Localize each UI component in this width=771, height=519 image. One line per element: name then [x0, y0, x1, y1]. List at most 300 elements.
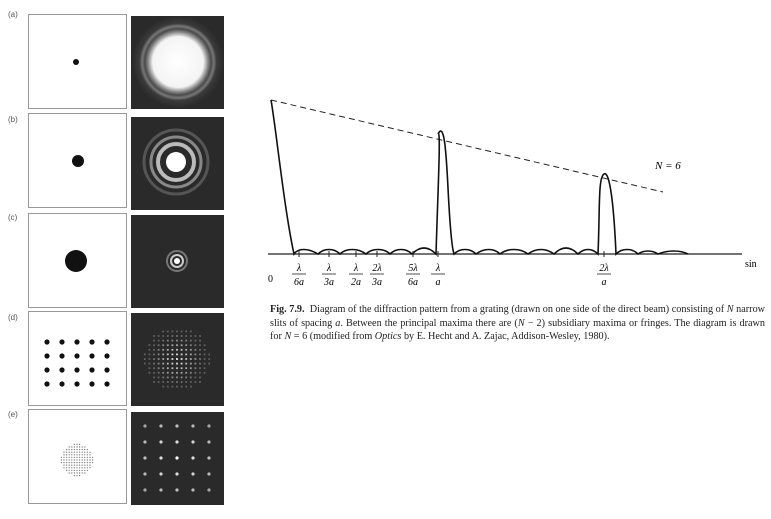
- disc-dot: [84, 459, 85, 460]
- disc-dot: [74, 454, 75, 455]
- lattice-spot: [167, 349, 169, 351]
- lattice-spot: [144, 354, 146, 356]
- diffraction-panel-c: [131, 215, 224, 308]
- lattice-spot: [167, 354, 169, 356]
- disc-dot: [76, 462, 77, 463]
- disc-dot: [69, 459, 70, 460]
- disc-dot: [76, 454, 77, 455]
- tick-denominator: 3a: [324, 277, 334, 288]
- caption-var-N1: N: [726, 304, 734, 315]
- disc-dot: [66, 465, 67, 466]
- diffraction-panel-e: [131, 412, 224, 505]
- lattice-spot: [195, 367, 197, 369]
- disc-dot: [84, 465, 85, 466]
- lattice-spot: [191, 488, 194, 491]
- lattice-spot: [153, 354, 155, 356]
- lattice-spot: [153, 358, 155, 360]
- array-dot: [44, 367, 49, 372]
- lattice-spot: [153, 363, 155, 365]
- lattice-spot: [172, 381, 174, 383]
- disc-dot: [71, 459, 72, 460]
- array-dot: [59, 381, 64, 386]
- disc-dot: [74, 462, 75, 463]
- lattice-spot: [181, 344, 183, 346]
- disc-dot: [87, 457, 88, 458]
- disc-dot: [89, 454, 90, 455]
- lattice-spot: [190, 331, 192, 333]
- lattice-spot: [181, 358, 183, 360]
- disc-dot: [76, 457, 77, 458]
- tick-denominator: a: [435, 277, 441, 288]
- disc-dot: [69, 472, 70, 473]
- lattice-spot: [204, 344, 206, 346]
- lattice-spot: [175, 424, 178, 427]
- disc-dot: [79, 449, 80, 450]
- lattice-spot: [185, 363, 187, 365]
- disc-dot: [76, 446, 77, 447]
- disc-dot: [71, 454, 72, 455]
- disc-dot: [69, 470, 70, 471]
- tick-numerator: 2λ: [372, 263, 382, 274]
- lattice-spot: [195, 358, 197, 360]
- lattice-spot: [207, 456, 210, 459]
- lattice-spot: [204, 349, 206, 351]
- lattice-spot: [167, 363, 169, 365]
- object-panel-a: [28, 14, 127, 109]
- lattice-spot: [190, 358, 192, 360]
- lattice-spot: [159, 424, 162, 427]
- figure-label: Fig. 7.9.: [270, 304, 305, 315]
- disc-dot: [74, 472, 75, 473]
- disc-dot: [89, 452, 90, 453]
- tick-numerator: 5λ: [408, 263, 418, 274]
- lattice-spot: [181, 331, 183, 333]
- disc-dot: [71, 446, 72, 447]
- lattice-spot: [195, 349, 197, 351]
- disc-dot: [84, 470, 85, 471]
- disc-dot: [66, 449, 67, 450]
- lattice-spot: [172, 349, 174, 351]
- lattice-spot: [162, 358, 164, 360]
- lattice-spot: [167, 331, 169, 333]
- lattice-spot: [190, 354, 192, 356]
- lattice-spot: [199, 377, 201, 379]
- disc-dot: [89, 467, 90, 468]
- tick-numerator: λ: [435, 263, 441, 274]
- disc-dot: [79, 467, 80, 468]
- lattice-spot: [181, 386, 183, 388]
- disc-dot: [63, 457, 64, 458]
- origin-label: 0: [268, 274, 273, 285]
- tick-denominator: 6a: [408, 277, 418, 288]
- lattice-spot: [190, 377, 192, 379]
- lattice-spot: [176, 344, 178, 346]
- tick-numerator: 2λ: [599, 263, 609, 274]
- lattice-spot: [149, 349, 151, 351]
- diffraction-panel-d: [131, 313, 224, 406]
- disc-dot: [76, 467, 77, 468]
- disc-dot: [71, 472, 72, 473]
- array-dot: [59, 367, 64, 372]
- lattice-spot: [199, 363, 201, 365]
- figure-caption: [270, 303, 765, 344]
- lattice-spot: [159, 472, 162, 475]
- lattice-spot: [185, 331, 187, 333]
- caption-var-N2: N: [517, 317, 525, 329]
- disc-dot: [87, 452, 88, 453]
- lattice-spot: [176, 331, 178, 333]
- lattice-spot: [208, 358, 210, 360]
- disc-dot: [66, 459, 67, 460]
- disc-dot: [71, 467, 72, 468]
- lattice-spot: [185, 381, 187, 383]
- caption-text-1: Diagram of the diffraction pattern from a grating (drawn on one side of the direct beam) consisting of: [309, 304, 725, 315]
- disc-dot: [84, 452, 85, 453]
- lattice-spot: [162, 367, 164, 369]
- disc-dot: [79, 465, 80, 466]
- object-panel-c: [28, 213, 127, 308]
- disc-dot: [82, 467, 83, 468]
- tick-denominator: 2a: [351, 277, 361, 288]
- lattice-spot: [199, 344, 201, 346]
- disc-dot: [92, 457, 93, 458]
- object-panel-d: [28, 311, 127, 406]
- lattice-spot: [199, 367, 201, 369]
- array-dot: [74, 339, 79, 344]
- disc-dot: [74, 475, 75, 476]
- disc-dot: [82, 459, 83, 460]
- disc-dot: [71, 470, 72, 471]
- disc-dot: [76, 459, 77, 460]
- array-dot: [104, 381, 109, 386]
- tick-denominator: 3a: [372, 277, 382, 288]
- array-dot: [104, 339, 109, 344]
- disc-dot: [79, 444, 80, 445]
- lattice-spot: [153, 372, 155, 374]
- lattice-spot: [143, 456, 146, 459]
- lattice-spot: [175, 456, 178, 459]
- lattice-spot: [162, 372, 164, 374]
- lattice-spot: [153, 344, 155, 346]
- disc-dot: [74, 444, 75, 445]
- lattice-spot: [191, 440, 194, 443]
- disc-dot: [61, 459, 62, 460]
- lattice-spot: [172, 386, 174, 388]
- medium-aperture-image: [29, 114, 126, 207]
- lattice-spot: [181, 340, 183, 342]
- lattice-spot: [158, 340, 160, 342]
- lattice-spot: [153, 340, 155, 342]
- lattice-spot: [162, 344, 164, 346]
- lattice-spot: [158, 372, 160, 374]
- object-panel-e: [28, 409, 127, 504]
- disc-dot: [63, 459, 64, 460]
- lattice-spot: [185, 340, 187, 342]
- lattice-spot: [158, 344, 160, 346]
- lattice-spot: [195, 377, 197, 379]
- lattice-spot: [172, 377, 174, 379]
- lattice-spot: [167, 381, 169, 383]
- lattice-spot: [176, 349, 178, 351]
- disc-dot: [74, 465, 75, 466]
- lattice-spot: [199, 381, 201, 383]
- array-dot: [89, 367, 94, 372]
- lattice-spot: [158, 381, 160, 383]
- lattice-spot: [172, 363, 174, 365]
- lattice-spot: [167, 344, 169, 346]
- disc-dot: [76, 452, 77, 453]
- lattice-spot: [162, 363, 164, 365]
- caption-var-N3: N: [284, 331, 292, 342]
- lattice-spot: [158, 358, 160, 360]
- lattice-spot: [162, 335, 164, 337]
- lattice-spot: [195, 335, 197, 337]
- disc-dot: [69, 446, 70, 447]
- lattice-spot: [176, 386, 178, 388]
- disc-dot: [66, 467, 67, 468]
- disc-dot: [82, 470, 83, 471]
- lattice-spot: [175, 440, 178, 443]
- lattice-spot: [181, 377, 183, 379]
- disc-dot: [71, 462, 72, 463]
- disc-dot: [82, 454, 83, 455]
- lattice-spot: [149, 344, 151, 346]
- lattice-spot: [185, 344, 187, 346]
- lattice-spot: [167, 358, 169, 360]
- disc-dot: [63, 462, 64, 463]
- array-dot: [74, 353, 79, 358]
- disc-dot: [79, 454, 80, 455]
- lattice-spot: [190, 340, 192, 342]
- lattice-spot: [167, 340, 169, 342]
- disc-dot: [76, 444, 77, 445]
- lattice-spot: [195, 340, 197, 342]
- disc-dot: [71, 449, 72, 450]
- tick-numerator: λ: [326, 263, 332, 274]
- disc-dot: [87, 470, 88, 471]
- lattice-spot: [185, 372, 187, 374]
- coarse-lattice-pattern-image: [131, 412, 224, 505]
- lattice-spot: [185, 377, 187, 379]
- lattice-spot: [159, 488, 162, 491]
- lattice-spot: [149, 358, 151, 360]
- disc-dot: [69, 452, 70, 453]
- lattice-spot: [144, 358, 146, 360]
- lattice-spot: [185, 358, 187, 360]
- disc-dot: [82, 457, 83, 458]
- lattice-spot: [190, 367, 192, 369]
- tick-numerator: λ: [296, 263, 302, 274]
- lattice-spot: [172, 344, 174, 346]
- disc-dot: [92, 462, 93, 463]
- array-dot: [59, 339, 64, 344]
- lattice-spot: [172, 354, 174, 356]
- lattice-spot: [199, 354, 201, 356]
- disc-dot: [87, 467, 88, 468]
- disc-dot: [69, 465, 70, 466]
- lattice-spot: [181, 335, 183, 337]
- array-dot: [104, 367, 109, 372]
- disc-dot: [89, 465, 90, 466]
- lattice-spot: [149, 363, 151, 365]
- caption-text-2: narrow slits of spacing: [270, 304, 766, 329]
- disc-dot: [84, 457, 85, 458]
- lattice-spot: [181, 381, 183, 383]
- array-dot: [104, 353, 109, 358]
- lattice-spot: [204, 358, 206, 360]
- lattice-spot: [158, 349, 160, 351]
- disc-dot: [76, 465, 77, 466]
- panel-label-d: (d): [8, 313, 18, 322]
- disc-dot: [84, 454, 85, 455]
- disc-dot: [79, 462, 80, 463]
- disc-dot: [71, 465, 72, 466]
- disc-dot: [61, 457, 62, 458]
- disc-dot: [74, 470, 75, 471]
- disc-dot: [76, 470, 77, 471]
- lattice-spot: [176, 354, 178, 356]
- lattice-spot: [207, 424, 210, 427]
- lattice-spot: [153, 367, 155, 369]
- disc-dot: [87, 454, 88, 455]
- lattice-spot: [176, 381, 178, 383]
- disc-dot: [79, 470, 80, 471]
- disc-dot: [89, 462, 90, 463]
- disc-dot: [79, 475, 80, 476]
- lattice-spot: [181, 354, 183, 356]
- small-aperture-image: [29, 15, 126, 108]
- array-dot: [74, 381, 79, 386]
- disc-dot: [79, 446, 80, 447]
- tick-denominator: 6a: [294, 277, 304, 288]
- lattice-spot: [195, 372, 197, 374]
- disc-dot: [79, 457, 80, 458]
- lattice-spot: [167, 335, 169, 337]
- lattice-spot: [191, 456, 194, 459]
- disc-dot: [66, 462, 67, 463]
- lattice-spot: [172, 331, 174, 333]
- n-label: N = 6: [655, 160, 681, 172]
- disc-dot: [76, 472, 77, 473]
- disc-dot: [87, 459, 88, 460]
- array-dot: [89, 381, 94, 386]
- grating-diffraction-diagram: [258, 88, 768, 298]
- disc-dot: [84, 449, 85, 450]
- lattice-spot: [195, 363, 197, 365]
- lattice-spot: [185, 335, 187, 337]
- caption-text-6: by E. Hecht and A. Zajac, Addison-Wesley, 1980).: [403, 331, 610, 342]
- disc-dot: [63, 454, 64, 455]
- diffraction-panel-a: [131, 16, 224, 109]
- caption-text-3: . Between the principal maxima there are (: [340, 317, 518, 329]
- caption-text-4: − 2) subsidiary maxima or fringes. The diagram is drawn for: [270, 317, 766, 342]
- disc-dot: [63, 465, 64, 466]
- disc-dot: [69, 449, 70, 450]
- panel-label-e: (e): [8, 410, 18, 419]
- lattice-spot: [159, 440, 162, 443]
- disc-dot: [92, 459, 93, 460]
- lattice-spot: [185, 349, 187, 351]
- lattice-spot: [176, 363, 178, 365]
- array-dot: [44, 353, 49, 358]
- disc-dot: [74, 446, 75, 447]
- lattice-spot: [190, 372, 192, 374]
- lattice-spot: [143, 424, 146, 427]
- caption-text-5: = 6 (modified from: [293, 331, 373, 342]
- disc-dot: [74, 457, 75, 458]
- object-panel-b: [28, 113, 127, 208]
- disc-dot: [66, 454, 67, 455]
- lattice-spot: [153, 335, 155, 337]
- lattice-spot: [167, 372, 169, 374]
- lattice-spot: [159, 456, 162, 459]
- disc-dot: [79, 452, 80, 453]
- array-dot: [44, 381, 49, 386]
- lattice-spot: [162, 331, 164, 333]
- lattice-spot: [172, 358, 174, 360]
- axis-label: sin: [745, 259, 757, 270]
- lattice-spot: [199, 335, 201, 337]
- lattice-spot: [195, 344, 197, 346]
- lattice-spot: [176, 367, 178, 369]
- lattice-spot: [149, 372, 151, 374]
- disc-dot: [74, 467, 75, 468]
- envelope-curve: [271, 100, 663, 192]
- lattice-spot: [162, 386, 164, 388]
- panel-label-a: (a): [8, 10, 18, 19]
- diffraction-panel-b: [131, 117, 224, 210]
- lattice-spot: [158, 367, 160, 369]
- lattice-spot: [191, 472, 194, 475]
- ring-pattern-image: [131, 117, 224, 210]
- tick-denominator: a: [601, 277, 607, 288]
- disc-dot: [82, 446, 83, 447]
- lattice-spot: [162, 354, 164, 356]
- disc-dot: [66, 452, 67, 453]
- lattice-spot: [190, 335, 192, 337]
- panel-label-b: (b): [8, 115, 18, 124]
- lattice-spot: [162, 349, 164, 351]
- fine-dot-disc-image: [29, 410, 126, 503]
- lattice-spot: [176, 358, 178, 360]
- lattice-spot: [181, 363, 183, 365]
- lattice-spot: [153, 377, 155, 379]
- disc-dot: [87, 449, 88, 450]
- lattice-spot: [167, 377, 169, 379]
- lattice-spot: [153, 381, 155, 383]
- lattice-spot: [158, 377, 160, 379]
- disc-dot: [61, 462, 62, 463]
- disc-dot: [69, 457, 70, 458]
- lattice-spot: [195, 381, 197, 383]
- disc-dot: [74, 452, 75, 453]
- disc-dot: [63, 452, 64, 453]
- lattice-spot: [181, 372, 183, 374]
- lattice-spot: [167, 386, 169, 388]
- caption-var-a: a: [335, 317, 341, 329]
- lattice-spot: [199, 349, 201, 351]
- intensity-curve: [271, 100, 688, 254]
- disc-dot: [79, 459, 80, 460]
- small-ring-pattern-image: [131, 215, 224, 308]
- lattice-spot: [195, 354, 197, 356]
- lattice-spot: [176, 372, 178, 374]
- lattice-spot: [176, 335, 178, 337]
- tick-labels: [292, 251, 611, 288]
- dot-array-image: [29, 312, 126, 405]
- lattice-spot: [175, 472, 178, 475]
- lattice-spot: [185, 367, 187, 369]
